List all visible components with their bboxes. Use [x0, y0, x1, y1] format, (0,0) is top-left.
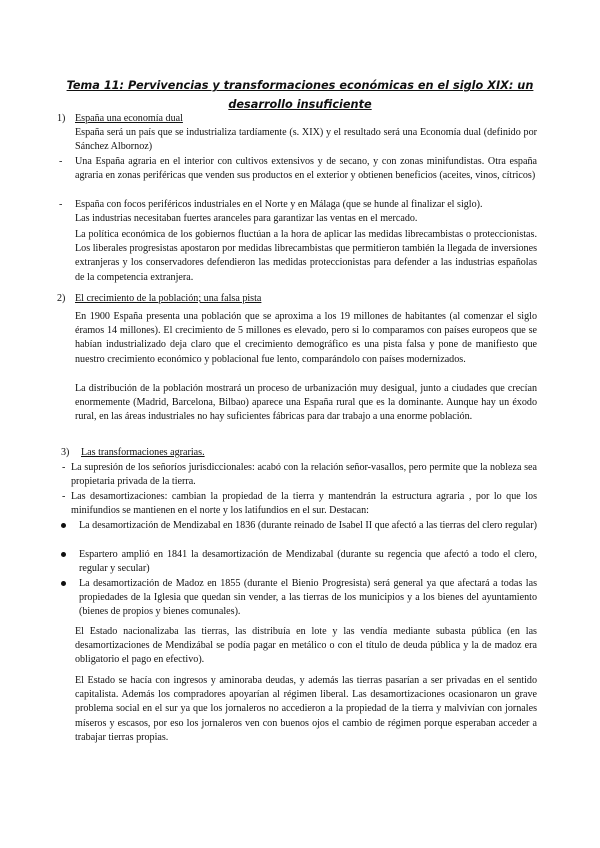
section-1-paragraph-1: España será un país que se industrializa tardíamente (s. XIX) y el resultado será una Economía dual (definido por Sánchez Albornoz): [75, 127, 537, 153]
section-3-paragraph-1: El Estado nacionalizaba las tierras, las distribuía en lote y las vendía mediante subasta pública (en las desamortizaciones de Mendizábal se podía pagar en metálico o con el título de deuda pública y la de madoz era obligatorio el pago en efectivo).: [75, 626, 537, 666]
section-3-bullet-3: [79, 577, 537, 620]
section-1-number: 1): [57, 113, 66, 124]
section-2-title: El crecimiento de la población; una falsa pista: [75, 293, 262, 304]
section-1-heading: [57, 112, 537, 127]
dash-item-text: Una España agraria en el interior con cultivos extensivos y de secano, y con zonas minifundistas. Otra españa agraria en zonas periféricas que venden sus productos en el exterior y obtienen beneficios (aceites, vinos, cítricos): [75, 156, 537, 182]
section-3-number: 3): [61, 447, 70, 458]
section-2-number: 2): [57, 293, 66, 304]
dash-item-text: España con focos periféricos industriales en el Norte y en Málaga (que se hunde al finalizar el siglo).: [75, 199, 483, 210]
bullet-text: La desamortización de Madoz en 1855 (durante el Bienio Progresista) será general ya que afectará a todas las propiedades de la Iglesia que quedan sin vender, a las tierras de los municipios y a los bienes del ayuntamiento (bienes de propios y bienes comunales).: [79, 578, 537, 618]
bullet-dot: [61, 581, 66, 586]
section-1-dash-item-2: [59, 198, 537, 212]
title-line-1: Tema 11: Pervivencias y transformaciones económicas en el siglo XIX: un: [66, 79, 534, 92]
section-1-paragraph-2: Las industrias necesitaban fuertes aranceles para garantizar las ventas en el mercado.: [75, 213, 418, 224]
section-3-paragraph-2: El Estado se hacía con ingresos y aminoraba deudas, y además las tierras pasarían a ser privadas en el sentido capitalista. Además los compradores apoyarían al régimen liberal. Las desamortizaciones ocasionaron un grave problema social en el sur ya que los jornaleros no accedieron a la propiedad de la tierra y malvivían con jornales míseros y escasos, por eso los jornaleros ven con buenos ojos el cambio de régimen porque esperaban acceder a trabajar tierras propias.: [75, 675, 537, 743]
bullet-dot: [61, 552, 66, 557]
section-1-dash-item-1: [59, 155, 537, 183]
dash-item-text: La supresión de los señoríos jurisdiccionales: acabó con la relación señor-vasallos, pero permite que la nobleza sea propietaria privada de la tierra.: [71, 462, 537, 488]
section-2-paragraph-1: En 1900 España presenta una población que se aproxima a los 19 millones de habitantes (al comenzar el siglo éramos 14 millones). El crecimiento de 5 millones es elevado, pero si lo comparamos con países europeos que se habían industrializado deja claro que el crecimiento demográfico es una pista falsa y pone de manifiesto que nuestro crecimiento económico y poblacional fue lento, comparándolo con países modernizados.: [75, 311, 537, 365]
bullet-text: Espartero amplió en 1841 la desamortización de Mendizabal (durante su regencia que afectó a todo el clero, regular y secular): [79, 549, 537, 575]
bullet-dot: [61, 523, 66, 528]
section-3-bullet-2: [79, 548, 537, 576]
section-3-dash-item-2: [62, 490, 537, 518]
section-1-title: España una economía dual: [75, 113, 183, 124]
bullet-text: La desamortización de Mendizabal en 1836 (durante reinado de Isabel II que afectó a las tierras del clero regular): [79, 520, 537, 531]
dash-marker: -: [59, 156, 63, 167]
section-3-title: Las transformaciones agrarias.: [81, 447, 205, 458]
page-title: [60, 76, 540, 114]
dash-item-text: Las desamortizaciones: cambian la propiedad de la tierra y mantendrán la estructura agraria , por lo que los minifundios se mantienen en el norte y los latifundios en el sur. Destacan:: [71, 491, 537, 517]
dash-marker: -: [62, 491, 66, 502]
section-3-heading: [61, 446, 537, 461]
dash-marker: -: [62, 462, 66, 473]
dash-marker: -: [59, 199, 63, 210]
section-2-heading: [57, 292, 537, 307]
section-2-paragraph-2: La distribución de la población mostrará un proceso de urbanización muy desigual, junto a ciudades que crecían enormemente (Madrid, Barcelona, Bilbao) aparece una España rural que es la dominante. Aunque hay un éxodo rural, en las áreas industriales no hay suficientes fábricas para dar trabajo a una enorme población.: [75, 383, 537, 423]
title-line-2: desarrollo insuficiente: [228, 98, 372, 111]
section-1-paragraph-3: La política económica de los gobiernos fluctúan a la hora de aplicar las medidas librecambistas o proteccionistas. Los liberales progresistas apostaron por medidas librecambistas que permitieron también la llegada de inversiones extranjeras y los conservadores defendieron las medidas proteccionistas para defender a las industrias españolas de la competencia extranjera.: [75, 229, 537, 283]
section-3-dash-item-1: [62, 461, 537, 489]
section-3-bullet-1: [79, 519, 537, 533]
